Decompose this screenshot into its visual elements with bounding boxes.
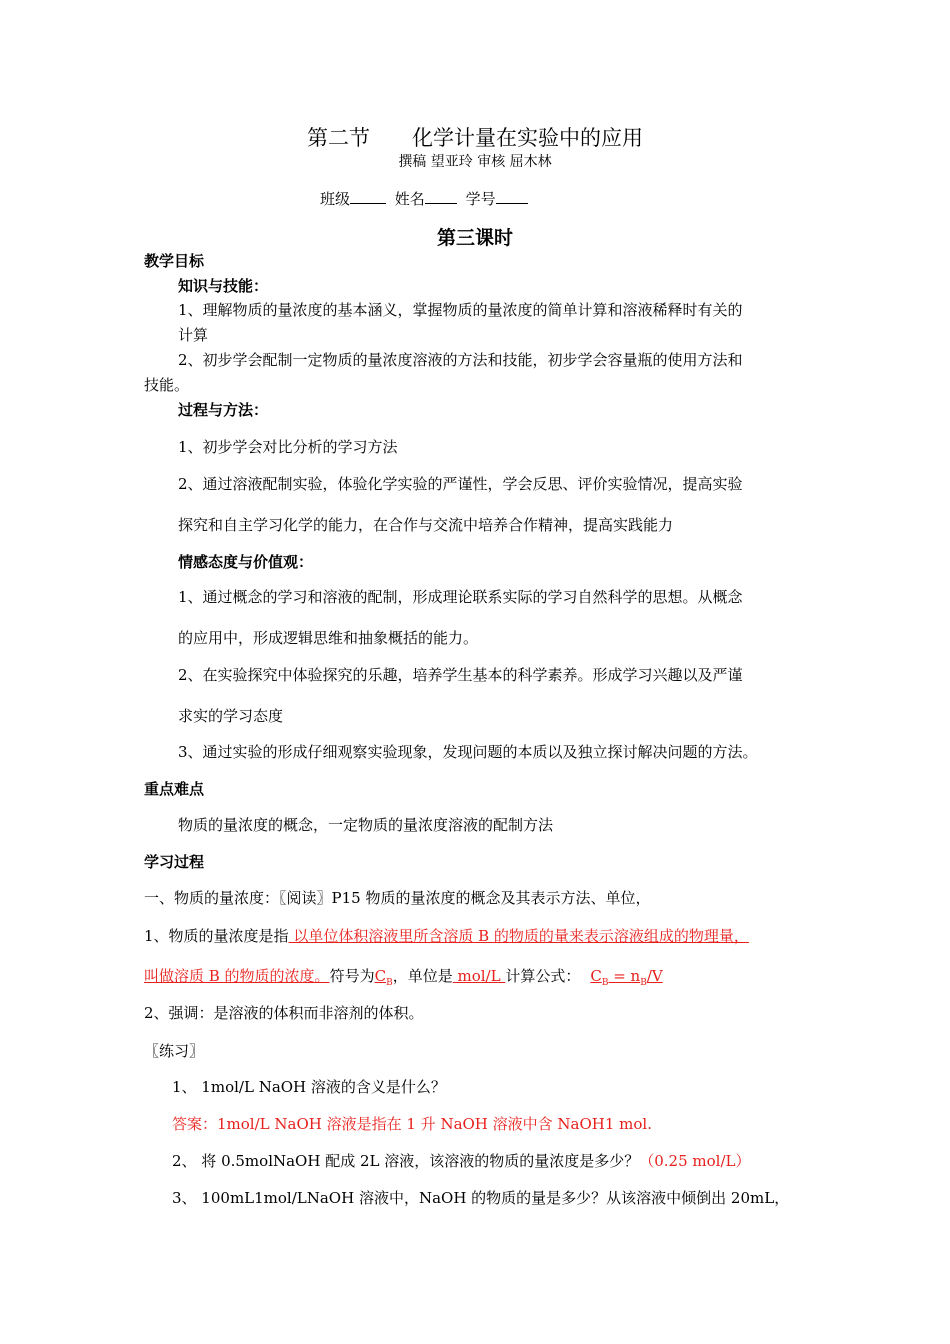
emotion-item-1b: 的应用中，形成逻辑思维和抽象概括的能力。 — [178, 629, 479, 647]
emotion-heading: 情感态度与价值观： — [178, 553, 314, 571]
symbol-label: 符号为 — [329, 967, 375, 985]
authors-line: 撰稿 望亚玲 审核 屈木林 — [398, 154, 552, 170]
knowledge-item-2b: 技能。 — [144, 376, 190, 394]
page-title: 第二节 化学计量在实验中的应用 — [307, 126, 643, 150]
emotion-item-2b: 求实的学习态度 — [178, 707, 284, 725]
process-heading: 过程与方法： — [178, 401, 269, 419]
answer-2: （0.25 mol/L） — [639, 1152, 751, 1170]
process-item-1: 1、初步学会对比分析的学习方法 — [178, 438, 398, 456]
knowledge-item-2a: 2、初步学会配制一定物质的量浓度溶液的方法和技能，初步学会容量瓶的使用方法和 — [178, 351, 743, 369]
name-label: 姓名 — [394, 190, 425, 208]
process-section-heading: 学习过程 — [144, 853, 205, 871]
emotion-item-1a: 1、通过概念的学习和溶液的配制，形成理论联系实际的学习自然科学的思想。从概念 — [178, 588, 743, 606]
formula-answer: $C_B = n_B/V$ — [590, 967, 663, 988]
emotion-item-2a: 2、在实验探究中体验探究的乐趣，培养学生基本的科学素养。形成学习兴趣以及严谨 — [178, 666, 743, 684]
question-2-line — [172, 1151, 750, 1171]
process-item-2a: 2、通过溶液配制实验，体验化学实验的严谨性，学会反思、评价实验情况，提高实验 — [178, 475, 743, 493]
definition-answer-2: 叫做溶质 B 的物质的浓度。 — [144, 967, 330, 985]
knowledge-heading: 知识与技能： — [178, 277, 269, 295]
question-1: 1、 1mol/L NaOH 溶液的含义是什么？ — [172, 1078, 446, 1096]
answer-1: 答案：1mol/L NaOH 溶液是指在 1 升 NaOH 溶液中含 NaOH1 mol. — [172, 1115, 653, 1133]
key-points-text: 物质的量浓度的概念，一定物质的量浓度溶液的配制方法 — [178, 816, 554, 834]
definition-prefix: 1、物质的量浓度是指 — [144, 927, 289, 945]
id-blank[interactable] — [496, 189, 528, 204]
knowledge-item-1a: 1、理解物质的量浓度的基本涵义，掌握物质的量浓度的简单计算和溶液稀释时有关的 — [178, 301, 743, 319]
symbol-answer: $C_B$ — [374, 967, 393, 988]
lesson-title: 第三课时 — [436, 227, 513, 249]
definition-line-2 — [144, 966, 663, 993]
knowledge-item-1b: 计算 — [178, 326, 209, 344]
exercise-heading: 〖练习〗 — [144, 1042, 205, 1060]
class-label: 班级 — [320, 190, 351, 208]
definition-line-1 — [144, 926, 749, 946]
unit-label: ，单位是 — [392, 967, 453, 985]
process-item-2b: 探究和自主学习化学的能力，在合作与交流中培养合作精神，提高实践能力 — [178, 516, 674, 534]
key-points-heading: 重点难点 — [144, 780, 205, 798]
section-1-intro: 一、物质的量浓度：〖阅读〗P15 物质的量浓度的概念及其表示方法、单位， — [144, 889, 651, 907]
name-blank[interactable] — [425, 189, 457, 204]
unit-answer: mol/L — [452, 967, 506, 985]
emotion-item-3: 3、通过实验的形成仔细观察实验现象，发现问题的本质以及独立探讨解决问题的方法。 — [178, 743, 758, 761]
objectives-heading: 教学目标 — [144, 252, 205, 270]
question-3: 3、 100mL1mol/LNaOH 溶液中，NaOH 的物质的量是多少？从该溶液中倾倒出 20mL， — [172, 1189, 790, 1207]
section-2-note: 2、强调：是溶液的体积而非溶剂的体积。 — [144, 1004, 424, 1022]
class-blank[interactable] — [350, 189, 386, 204]
id-label: 学号 — [465, 190, 496, 208]
formula-label: 计算公式： — [505, 967, 581, 985]
student-info-line — [320, 189, 528, 209]
question-2: 2、 将 0.5molNaOH 配成 2L 溶液，该溶液的物质的量浓度是多少？ — [172, 1152, 640, 1170]
definition-answer-1: 以单位体积溶液里所含溶质 B 的物质的量来表示溶液组成的物理量， — [288, 927, 749, 945]
